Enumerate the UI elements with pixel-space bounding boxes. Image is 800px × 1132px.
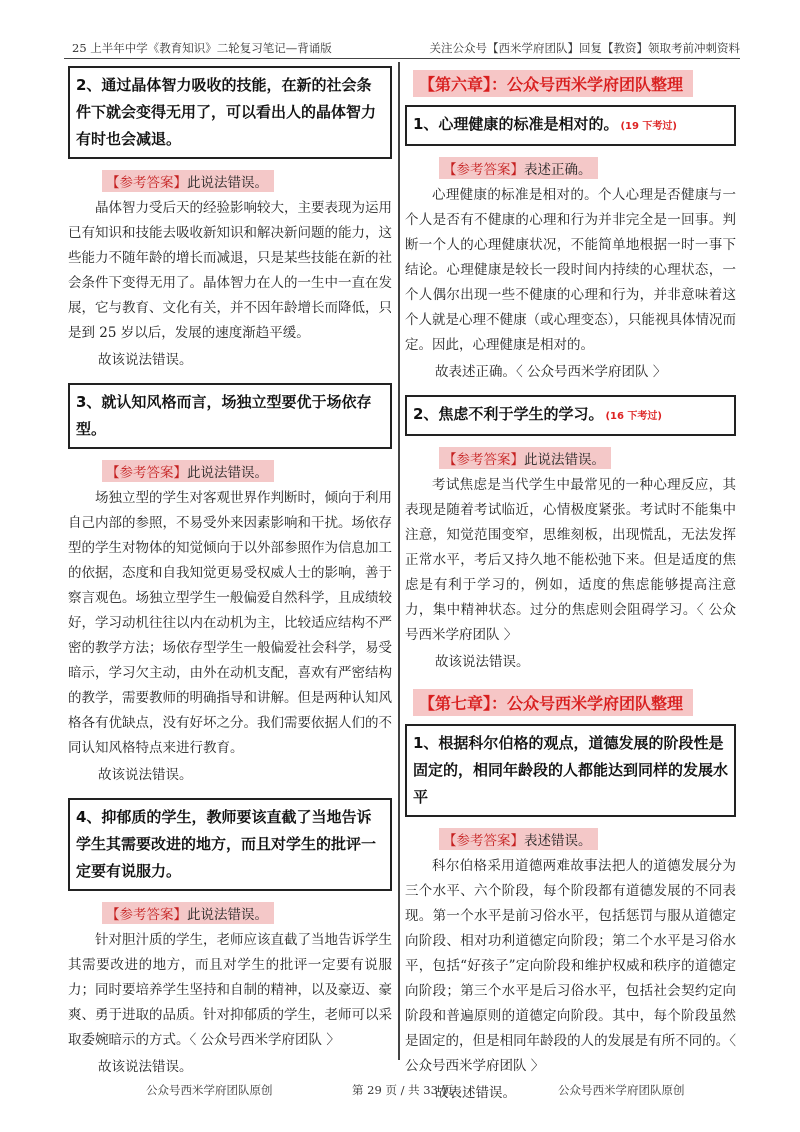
right-column (405, 66, 736, 1116)
verdict: 故该说法错误。 (435, 654, 530, 670)
answer-text: 表述错误。 (524, 833, 592, 849)
answer-tag: 【参考答案】 (443, 452, 524, 468)
chapter-heading: 【第七章】：公众号西米学府团队整理 (413, 689, 693, 716)
question-title: 1、心理健康的标准是相对的。 (413, 115, 619, 133)
question-box (405, 105, 736, 146)
answer-text: 此说法错误。 (187, 175, 268, 191)
exam-year-note: (19 下考过) (620, 121, 677, 132)
explanation-paragraph: 科尔伯格采用道德两难故事法把人的道德发展分为三个水平、六个阶段，每个阶段都有道德发展的不同表现。第一个水平是前习俗水平，包括惩罚与服从道德定向阶段、相对功利道德定向阶段；第二个水平是习俗水平，包括“好孩子”定向阶段和维护权威和秩序的道德定向阶段；第三个水平是后习俗水平，包括社会契约定向阶段和普遍原则的道德定向阶段。其中，每个阶段虽然是固定的，但是相同年龄段的人的发展是有所不同的。〈 公众号西米学府团队 〉 (405, 858, 736, 1074)
answer-text: 此说法错误。 (187, 907, 268, 923)
answer-badge (102, 170, 274, 192)
explanation-paragraph: 场独立型的学生对客观世界作判断时，倾向于利用自己内部的参照，不易受外来因素影响和干扰。场依存型的学生对物体的知觉倾向于以外部参照作为信息加工的依据，态度和自我知觉更易受权威人士的影响，善于察言观色。场独立型学生一般偏爱自然科学，且成绩较好，学习动机往往以内在动机为主，比较适应结构不严密的教学方法；场依存型学生一般偏爱社会科学，易受暗示，学习欠主动，由外在动机支配，喜欢有严密结构的教学，需要教师的明确指导和讲解。但是两种认知风格各有优缺点，没有好坏之分。我们需要依据人们的不同认知风格特点来进行教育。 (68, 490, 392, 756)
verdict: 故表述正确。〈 公众号西米学府团队 〉 (435, 364, 667, 380)
question-box: 3、就认知风格而言，场独立型要优于场依存型。 (68, 383, 392, 449)
header-left-text: 25 上半年中学《教育知识》二轮复习笔记—背诵版 (72, 41, 332, 55)
question-box: 2、通过晶体智力吸收的技能，在新的社会条件下就会变得无用了，可以看出人的晶体智力有时也会减退。 (68, 66, 392, 159)
answer-tag: 【参考答案】 (106, 907, 187, 923)
verdict: 故该说法错误。 (98, 767, 193, 783)
verdict: 故该说法错误。 (98, 352, 193, 368)
answer-tag: 【参考答案】 (443, 162, 524, 178)
header-right-text: 关注公众号【西米学府团队】回复【教资】领取考前冲刺资料 (429, 41, 740, 55)
answer-badge (439, 157, 598, 179)
answer-text: 表述正确。 (524, 162, 592, 178)
footer-left: 公众号西米学府团队原创 (146, 1083, 273, 1097)
left-column (68, 66, 392, 1090)
answer-tag: 【参考答案】 (106, 175, 187, 191)
question-box: 1、根据科尔伯格的观点，道德发展的阶段性是固定的，相同年龄段的人都能达到同样的发展水平 (405, 724, 736, 817)
question-title: 2、焦虑不利于学生的学习。 (413, 405, 604, 423)
answer-badge (102, 902, 274, 924)
answer-tag: 【参考答案】 (106, 465, 187, 481)
exam-year-note: (16 下考过) (605, 411, 662, 422)
answer-badge (439, 447, 611, 469)
explanation-paragraph: 针对胆汁质的学生，老师应该直截了当地告诉学生其需要改进的地方，而且对学生的批评一定要有说服力；同时要培养学生坚持和自制的精神，以及豪迈、豪爽、勇于进取的品质。针对抑郁质的学生，老师可以采取委婉暗示的方式。〈 公众号西米学府团队 〉 (68, 932, 392, 1048)
explanation-paragraph: 晶体智力受后天的经验影响较大，主要表现为运用已有知识和技能去吸收新知识和解决新问题的能力，这些能力不随年龄的增长而减退，只是某些技能在新的社会条件下变得无用了。晶体智力在人的一生中一直在发展，它与教育、文化有关，并不因年龄增长而降低，只是到 25 岁以后，发展的速度渐趋平缓。 (68, 200, 392, 341)
question-box: 4、抑郁质的学生，教师要该直截了当地告诉学生其需要改进的地方，而且对学生的批评一定要有说服力。 (68, 798, 392, 891)
column-divider (398, 62, 400, 1060)
explanation-paragraph: 考试焦虑是当代学生中最常见的一种心理反应，其表现是随着考试临近，心情极度紧张。考试时不能集中注意，知觉范围变窄，思维刻板，出现慌乱，无法发挥正常水平，考后又持久地不能松弛下来。但是适度的焦虑是有利于学习的，例如，适度的焦虑能够提高注意力，集中精神状态。过分的焦虑则会阻碍学习。〈 公众号西米学府团队 〉 (405, 477, 736, 643)
footer-right: 公众号西米学府团队原创 (558, 1083, 685, 1097)
question-box (405, 395, 736, 436)
footer-page-number: 第 29 页 / 共 33 页 (352, 1083, 454, 1097)
chapter-heading: 【第六章】：公众号西米学府团队整理 (413, 70, 693, 97)
verdict: 故表述错误。 (435, 1085, 516, 1101)
answer-text: 此说法错误。 (524, 452, 605, 468)
answer-tag: 【参考答案】 (443, 833, 524, 849)
explanation-paragraph: 心理健康的标准是相对的。个人心理是否健康与一个人是否有不健康的心理和行为并非完全是一回事。判断一个人的心理健康状况，不能简单地根据一时一事下结论。心理健康是较长一段时间内持续的心理状态，一个人偶尔出现一些不健康的心理和行为，并非意味着这个人就是心理不健康（或心理变态），只能视具体情况而定。因此，心理健康是相对的。 (405, 187, 736, 353)
page-header (64, 38, 740, 59)
answer-text: 此说法错误。 (187, 465, 268, 481)
verdict: 故该说法错误。 (98, 1059, 193, 1075)
answer-badge (102, 460, 274, 482)
answer-badge (439, 828, 598, 850)
